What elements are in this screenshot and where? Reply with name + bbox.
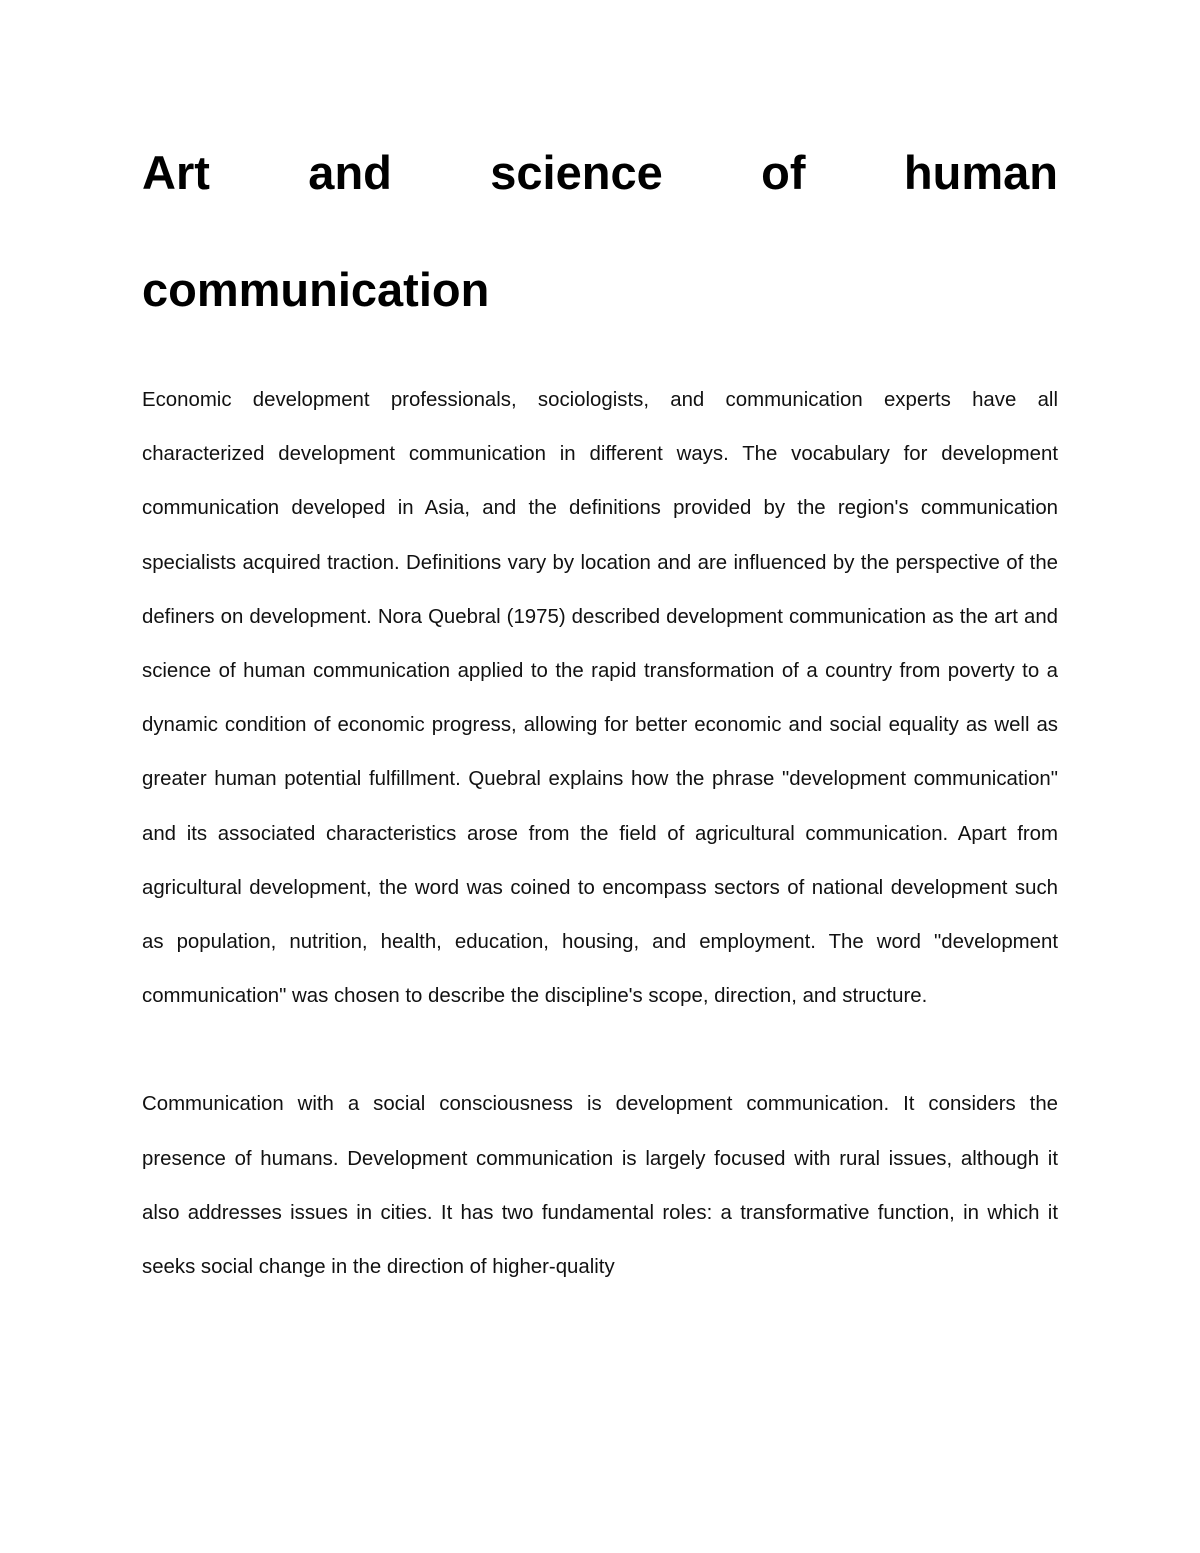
paragraph-1: Economic development professionals, sociologists, and communication experts have all characterized development communication in different ways. The vocabulary for development communication developed in Asia, and the definitions provided by the region's communication specialists acquired traction. Definitions vary by location and are influenced by the perspective of the definers on development. Nora Quebral (1975) described development communication as the art and science of human communication applied to the rapid transformation of a country from poverty to a dynamic condition of economic progress, allowing for better economic and social equality as well as greater human potential fulfillment. Quebral explains how the phrase "development communication" and its associated characteristics arose from the field of agricultural communication. Apart from agricultural development, the word was coined to encompass sectors of national development such as population, nutrition, health, education, housing, and employment. The word "development communication" was chosen to describe the discipline's scope, direction, and structure. bbox=[142, 389, 1058, 1008]
document-title bbox=[142, 114, 1058, 348]
document-body bbox=[142, 138, 1058, 1294]
paragraph-2: Communication with a social consciousness is development communication. It considers the presence of humans. Development communication is largely focused with rural issues, although it also addresses issues in cities. It has two fundamental roles: a transformative function, in which it seeks social change in the direction of higher-quality bbox=[142, 1093, 1058, 1279]
title-line-1: Art and science of human bbox=[142, 146, 1058, 199]
title-line-2: communication bbox=[142, 263, 490, 316]
